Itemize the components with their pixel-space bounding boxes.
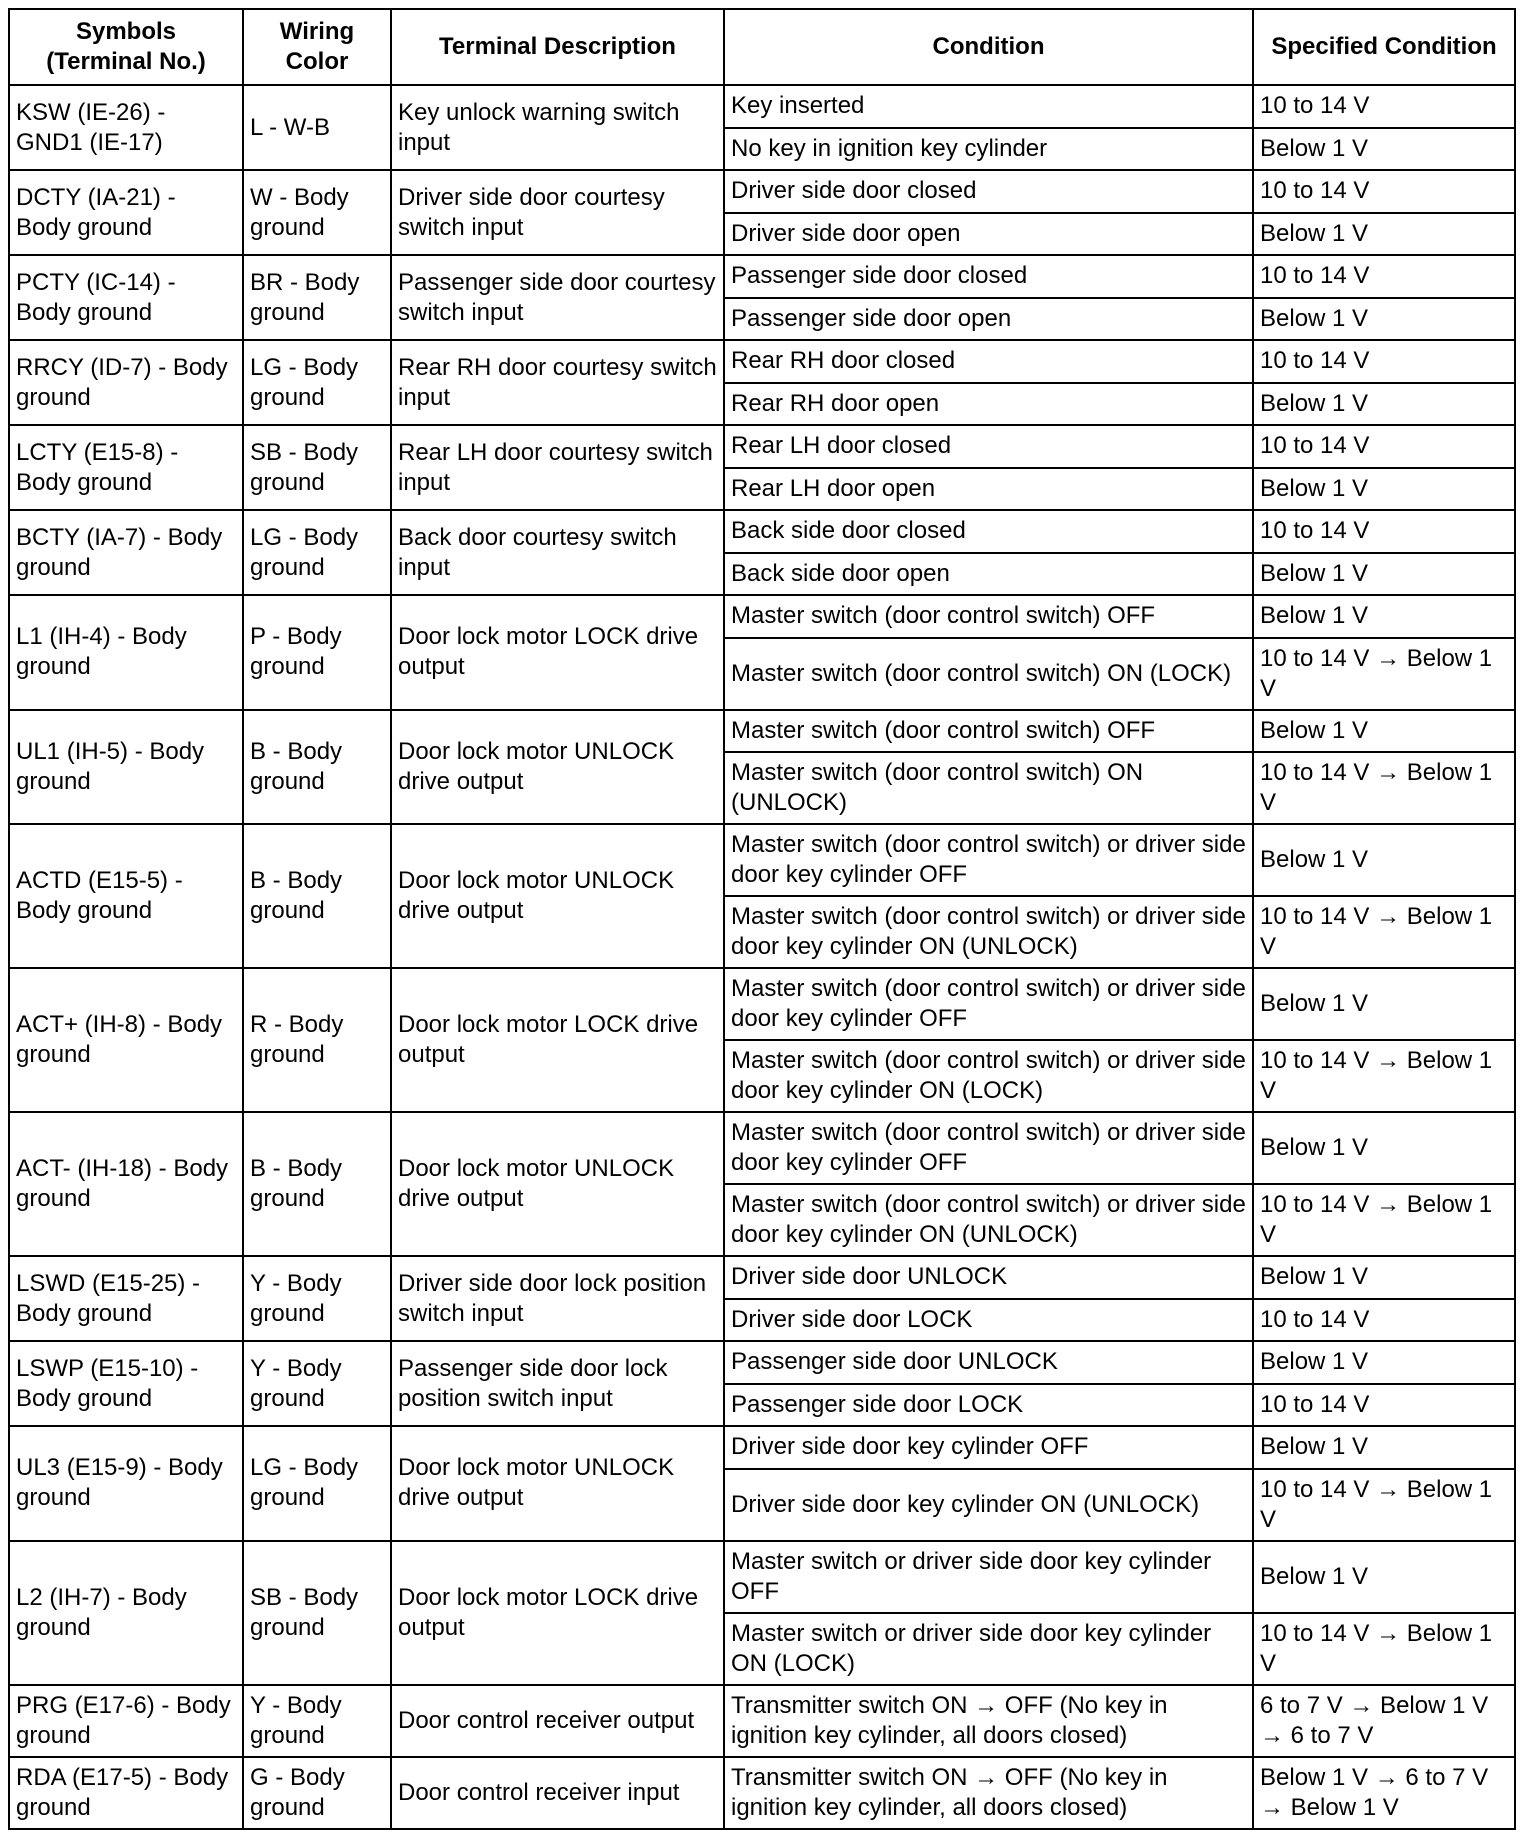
condition-cell: Master switch (door control switch) ON (UNLOCK) xyxy=(724,752,1253,824)
specified-condition-cell: 10 to 14 V xyxy=(1253,1384,1515,1427)
terminal-description-cell: Key unlock warning switch input xyxy=(391,85,724,170)
table-row xyxy=(9,255,1515,298)
condition-cell: No key in ignition key cylinder xyxy=(724,128,1253,171)
specified-condition-cell: 10 to 14 V xyxy=(1253,340,1515,383)
symbol-cell: L1 (IH-4) - Body ground xyxy=(9,595,243,710)
table-row xyxy=(9,1341,1515,1384)
header-specified-condition: Specified Condition xyxy=(1253,9,1515,85)
symbol-cell: UL1 (IH-5) - Body ground xyxy=(9,710,243,825)
specified-condition-cell: Below 1 V xyxy=(1253,595,1515,638)
condition-cell: Driver side door LOCK xyxy=(724,1299,1253,1342)
condition-cell: Driver side door key cylinder ON (UNLOCK) xyxy=(724,1469,1253,1541)
terminal-description-cell: Door lock motor LOCK drive output xyxy=(391,1541,724,1685)
table-row xyxy=(9,1685,1515,1757)
condition-cell: Master switch (door control switch) OFF xyxy=(724,710,1253,753)
terminal-description-cell: Passenger side door courtesy switch input xyxy=(391,255,724,340)
condition-cell: Master switch (door control switch) or driver side door key cylinder OFF xyxy=(724,1112,1253,1184)
condition-cell: Rear LH door closed xyxy=(724,425,1253,468)
wiring-color-cell: LG - Body ground xyxy=(243,1426,391,1541)
header-symbols xyxy=(9,9,243,85)
wiring-color-cell: Y - Body ground xyxy=(243,1685,391,1757)
condition-cell: Master switch (door control switch) ON (LOCK) xyxy=(724,638,1253,710)
table-row xyxy=(9,1112,1515,1184)
symbol-cell: LCTY (E15-8) - Body ground xyxy=(9,425,243,510)
condition-cell: Rear RH door closed xyxy=(724,340,1253,383)
specified-condition-cell: Below 1 V xyxy=(1253,1541,1515,1613)
specified-condition-cell: 10 to 14 V → Below 1 V xyxy=(1253,1184,1515,1256)
condition-cell: Transmitter switch ON → OFF (No key in ignition key cylinder, all doors closed) xyxy=(724,1685,1253,1757)
specified-condition-cell: Below 1 V xyxy=(1253,298,1515,341)
specified-condition-cell: Below 1 V xyxy=(1253,1341,1515,1384)
condition-cell: Passenger side door LOCK xyxy=(724,1384,1253,1427)
condition-cell: Driver side door closed xyxy=(724,170,1253,213)
wiring-color-cell: B - Body ground xyxy=(243,1112,391,1256)
wiring-color-cell: SB - Body ground xyxy=(243,1541,391,1685)
wiring-color-cell: SB - Body ground xyxy=(243,425,391,510)
terminal-description-cell: Door control receiver output xyxy=(391,1685,724,1757)
terminal-spec-table xyxy=(8,8,1516,1830)
table-row xyxy=(9,710,1515,753)
symbol-cell: UL3 (E15-9) - Body ground xyxy=(9,1426,243,1541)
wiring-color-cell: R - Body ground xyxy=(243,968,391,1112)
terminal-description-cell: Door control receiver input xyxy=(391,1757,724,1829)
specified-condition-cell: 10 to 14 V xyxy=(1253,170,1515,213)
terminal-description-cell: Back door courtesy switch input xyxy=(391,510,724,595)
condition-cell: Transmitter switch ON → OFF (No key in ignition key cylinder, all doors closed) xyxy=(724,1757,1253,1829)
specified-condition-cell: Below 1 V xyxy=(1253,468,1515,511)
table-row xyxy=(9,1426,1515,1469)
table-row xyxy=(9,510,1515,553)
condition-cell: Master switch (door control switch) or driver side door key cylinder ON (UNLOCK) xyxy=(724,896,1253,968)
specified-condition-cell: 6 to 7 V → Below 1 V → 6 to 7 V xyxy=(1253,1685,1515,1757)
table-row xyxy=(9,968,1515,1040)
terminal-description-cell: Door lock motor UNLOCK drive output xyxy=(391,710,724,825)
specified-condition-cell: 10 to 14 V → Below 1 V xyxy=(1253,752,1515,824)
terminal-description-cell: Driver side door courtesy switch input xyxy=(391,170,724,255)
condition-cell: Master switch (door control switch) OFF xyxy=(724,595,1253,638)
specified-condition-cell: Below 1 V xyxy=(1253,1426,1515,1469)
table-row xyxy=(9,595,1515,638)
specified-condition-cell: Below 1 V xyxy=(1253,128,1515,171)
header-terminal-description: Terminal Description xyxy=(391,9,724,85)
specified-condition-cell: 10 to 14 V → Below 1 V xyxy=(1253,1469,1515,1541)
condition-cell: Passenger side door UNLOCK xyxy=(724,1341,1253,1384)
table-row xyxy=(9,1256,1515,1299)
specified-condition-cell: 10 to 14 V → Below 1 V xyxy=(1253,1613,1515,1685)
condition-cell: Master switch or driver side door key cylinder OFF xyxy=(724,1541,1253,1613)
condition-cell: Rear RH door open xyxy=(724,383,1253,426)
symbol-cell: ACTD (E15-5) - Body ground xyxy=(9,824,243,968)
wiring-color-cell: LG - Body ground xyxy=(243,510,391,595)
specified-condition-cell: 10 to 14 V xyxy=(1253,1299,1515,1342)
wiring-color-cell: BR - Body ground xyxy=(243,255,391,340)
terminal-description-cell: Door lock motor UNLOCK drive output xyxy=(391,824,724,968)
wiring-color-cell: P - Body ground xyxy=(243,595,391,710)
header-wiring-color xyxy=(243,9,391,85)
specified-condition-cell: Below 1 V xyxy=(1253,1256,1515,1299)
symbol-cell: RDA (E17-5) - Body ground xyxy=(9,1757,243,1829)
specified-condition-cell: 10 to 14 V → Below 1 V xyxy=(1253,896,1515,968)
specified-condition-cell: 10 to 14 V xyxy=(1253,510,1515,553)
symbol-cell: L2 (IH-7) - Body ground xyxy=(9,1541,243,1685)
table-row xyxy=(9,425,1515,468)
terminal-description-cell: Door lock motor UNLOCK drive output xyxy=(391,1426,724,1541)
specified-condition-cell: Below 1 V xyxy=(1253,710,1515,753)
condition-cell: Driver side door UNLOCK xyxy=(724,1256,1253,1299)
wiring-color-cell: B - Body ground xyxy=(243,710,391,825)
wiring-color-cell: L - W-B xyxy=(243,85,391,170)
terminal-description-cell: Door lock motor LOCK drive output xyxy=(391,595,724,710)
condition-cell: Key inserted xyxy=(724,85,1253,128)
symbol-cell: RRCY (ID-7) - Body ground xyxy=(9,340,243,425)
wiring-color-cell: B - Body ground xyxy=(243,824,391,968)
condition-cell: Back side door closed xyxy=(724,510,1253,553)
condition-cell: Driver side door key cylinder OFF xyxy=(724,1426,1253,1469)
table-row xyxy=(9,1757,1515,1829)
condition-cell: Master switch (door control switch) or driver side door key cylinder ON (LOCK) xyxy=(724,1040,1253,1112)
specified-condition-cell: Below 1 V xyxy=(1253,824,1515,896)
table-row xyxy=(9,824,1515,896)
symbol-cell: LSWD (E15-25) - Body ground xyxy=(9,1256,243,1341)
terminal-description-cell: Rear LH door courtesy switch input xyxy=(391,425,724,510)
header-row xyxy=(9,9,1515,85)
wiring-color-cell: LG - Body ground xyxy=(243,340,391,425)
condition-cell: Passenger side door open xyxy=(724,298,1253,341)
table-body xyxy=(9,85,1515,1829)
specified-condition-cell: Below 1 V xyxy=(1253,1112,1515,1184)
symbol-cell: ACT+ (IH-8) - Body ground xyxy=(9,968,243,1112)
specified-condition-cell: 10 to 14 V → Below 1 V xyxy=(1253,638,1515,710)
header-wiring-line1: Wiring xyxy=(279,18,355,45)
condition-cell: Back side door open xyxy=(724,553,1253,596)
table-row xyxy=(9,85,1515,128)
terminal-description-cell: Door lock motor LOCK drive output xyxy=(391,968,724,1112)
condition-cell: Rear LH door open xyxy=(724,468,1253,511)
specified-condition-cell: Below 1 V → 6 to 7 V → Below 1 V xyxy=(1253,1757,1515,1829)
symbol-cell: BCTY (IA-7) - Body ground xyxy=(9,510,243,595)
specified-condition-cell: Below 1 V xyxy=(1253,213,1515,256)
specified-condition-cell: 10 to 14 V xyxy=(1253,255,1515,298)
table-row xyxy=(9,170,1515,213)
condition-cell: Master switch (door control switch) or driver side door key cylinder OFF xyxy=(724,968,1253,1040)
symbol-cell: DCTY (IA-21) - Body ground xyxy=(9,170,243,255)
specified-condition-cell: 10 to 14 V xyxy=(1253,85,1515,128)
table-row xyxy=(9,1541,1515,1613)
wiring-color-cell: Y - Body ground xyxy=(243,1256,391,1341)
header-symbols-line1: Symbols xyxy=(75,18,177,45)
header-condition: Condition xyxy=(724,9,1253,85)
condition-cell: Master switch (door control switch) or driver side door key cylinder ON (UNLOCK) xyxy=(724,1184,1253,1256)
specified-condition-cell: 10 to 14 V xyxy=(1253,425,1515,468)
wiring-color-cell: Y - Body ground xyxy=(243,1341,391,1426)
terminal-description-cell: Rear RH door courtesy switch input xyxy=(391,340,724,425)
symbol-cell: ACT- (IH-18) - Body ground xyxy=(9,1112,243,1256)
condition-cell: Master switch or driver side door key cylinder ON (LOCK) xyxy=(724,1613,1253,1685)
wiring-color-cell: G - Body ground xyxy=(243,1757,391,1829)
header-wiring-line2: Color xyxy=(285,48,349,75)
specified-condition-cell: 10 to 14 V → Below 1 V xyxy=(1253,1040,1515,1112)
terminal-description-cell: Door lock motor UNLOCK drive output xyxy=(391,1112,724,1256)
terminal-description-cell: Driver side door lock position switch input xyxy=(391,1256,724,1341)
symbol-cell: LSWP (E15-10) - Body ground xyxy=(9,1341,243,1426)
symbol-cell: PCTY (IC-14) - Body ground xyxy=(9,255,243,340)
condition-cell: Driver side door open xyxy=(724,213,1253,256)
terminal-spec-sheet xyxy=(8,8,1514,1830)
condition-cell: Passenger side door closed xyxy=(724,255,1253,298)
header-symbols-line2: (Terminal No.) xyxy=(46,48,206,75)
specified-condition-cell: Below 1 V xyxy=(1253,553,1515,596)
specified-condition-cell: Below 1 V xyxy=(1253,383,1515,426)
symbol-cell: KSW (IE-26) - GND1 (IE-17) xyxy=(9,85,243,170)
symbol-cell: PRG (E17-6) - Body ground xyxy=(9,1685,243,1757)
terminal-description-cell: Passenger side door lock position switch input xyxy=(391,1341,724,1426)
condition-cell: Master switch (door control switch) or driver side door key cylinder OFF xyxy=(724,824,1253,896)
specified-condition-cell: Below 1 V xyxy=(1253,968,1515,1040)
table-row xyxy=(9,340,1515,383)
wiring-color-cell: W - Body ground xyxy=(243,170,391,255)
